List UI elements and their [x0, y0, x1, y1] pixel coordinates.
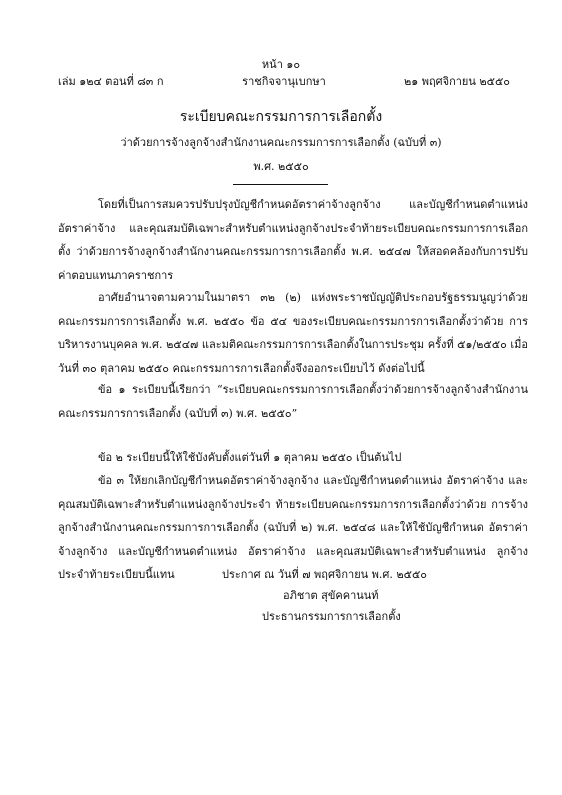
publication-name: ราชกิจจานุเบกษา [242, 75, 326, 88]
document-subtitle: ว่าด้วยการจ้างลูกจ้างสำนักงานคณะกรรมการการเลือกตั้ง (ฉบับที่ ๓) [120, 136, 442, 149]
clause-2-paragraph: ข้อ ๒ ระเบียบนี้ให้ใช้บังคับตั้งแต่วันที่ ๑ ตุลาคม ๒๕๕๐ เป็นต้นไป [98, 451, 402, 464]
title-divider [233, 184, 328, 185]
signatory-position: ประธานกรรมการการเลือกตั้ง [262, 610, 401, 623]
publication-date: ๒๑ พฤศจิกายน ๒๕๕๐ [404, 75, 510, 88]
authority-paragraph: อาศัยอำนาจตามความในมาตรา ๓๒ (๒) แห่งพระราชบัญญัติประกอบรัฐธรรมนูญว่าด้วย คณะกรรมการการเลือกตั้ง พ.ศ. ๒๕๕๐ ข้อ ๕๔ ของระเบียบคณะกรรมการการเลือกตั้งว่าด้วย การบริหารงานบุคคล พ.ศ. ๒๕๔๗ และมติคณะกรรมการการเลือกตั้งในการประชุม ครั้งที่ ๕๑/๒๕๕๐ เมื่อวันที่ ๓๐ ตุลาคม ๒๕๕๐ คณะกรรมการการเลือกตั้งจึงออกระเบียบไว้ ดังต่อไปนี้ [58, 291, 528, 375]
document-year: พ.ศ. ๒๕๕๐ [253, 160, 309, 173]
document-title: ระเบียบคณะกรรมการการเลือกตั้ง [179, 109, 383, 125]
clause-3-paragraph: ข้อ ๓ ให้ยกเลิกบัญชีกำหนดอัตราค่าจ้างลูกจ้าง และบัญชีกำหนดตำแหน่ง อัตราค่าจ้าง และคุณสมบัติเฉพาะสำหรับตำแหน่งลูกจ้างประจำ ท้ายระเบียบคณะกรรมการการเลือกตั้งว่าด้วย การจ้างลูกจ้างสำนักงานคณะกรรมการการเลือกตั้ง (ฉบับที่ ๒) พ.ศ. ๒๕๔๘ และให้ใช้บัญชีกำหนด อัตราค่าจ้างลูกจ้าง และบัญชีกำหนดตำแหน่ง อัตราค่าจ้าง และคุณสมบัติเฉพาะสำหรับตำแหน่ง ลูกจ้างประจำท้ายระเบียบนี้แทน [58, 474, 528, 581]
clause-1-paragraph: ข้อ ๑ ระเบียบนี้เรียกว่า “ระเบียบคณะกรรมการการเลือกตั้งว่าด้วยการจ้างลูกจ้างสำนักงาน คณะกรรมการการเลือกตั้ง (ฉบับที่ ๓) พ.ศ. ๒๕๕๐” [58, 383, 528, 420]
page-number: หน้า ๑๐ [261, 58, 301, 71]
preamble-paragraph: โดยที่เป็นการสมควรปรับปรุงบัญชีกำหนดอัตราค่าจ้างลูกจ้าง และบัญชีกำหนดตำแหน่ง อัตราค่าจ้าง และคุณสมบัติเฉพาะสำหรับตำแหน่งลูกจ้างประจำท้ายระเบียบคณะกรรมการการเลือกตั้ง ว่าด้วยการจ้างลูกจ้างสำนักงานคณะกรรมการการเลือกตั้ง พ.ศ. ๒๕๔๗ ให้สอดคล้องกับการปรับ ค่าตอบแทนภาคราชการ [58, 198, 528, 282]
announcement-date: ประกาศ ณ วันที่ ๗ พฤศจิกายน พ.ศ. ๒๕๕๐ [222, 568, 428, 581]
gazette-header [58, 72, 510, 90]
volume-issue: เล่ม ๑๒๔ ตอนที่ ๘๓ ก [58, 75, 164, 88]
signatory-name: อภิชาต สุขัคคานนท์ [283, 589, 379, 602]
